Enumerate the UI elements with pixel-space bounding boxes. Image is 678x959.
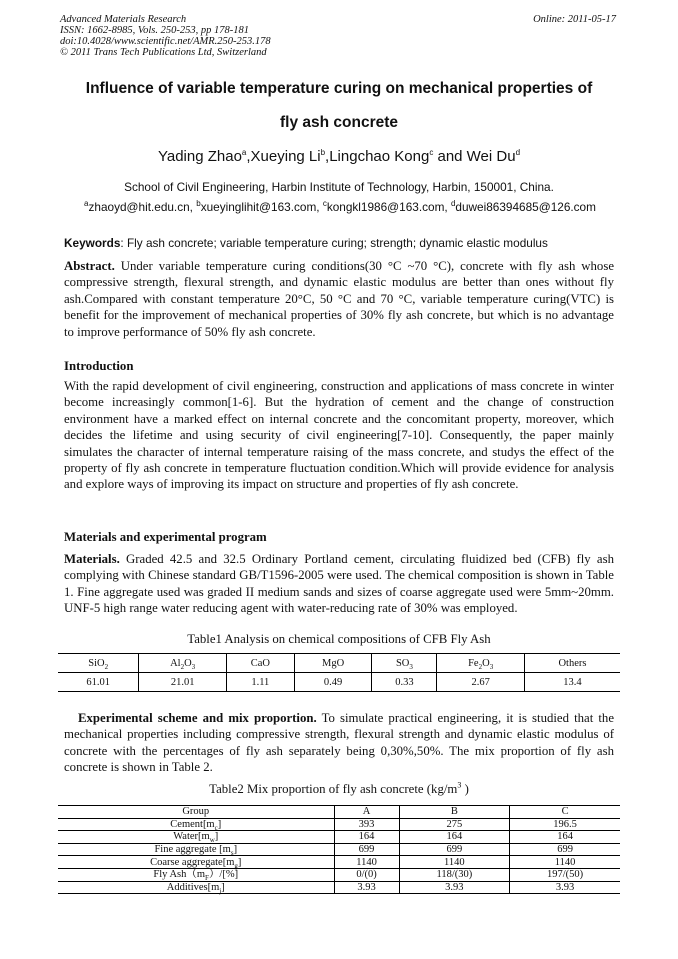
email-address: xueyinglihit@163.com, bbox=[200, 200, 323, 214]
table2 bbox=[58, 805, 620, 894]
online-date: Online: 2011-05-17 bbox=[533, 14, 616, 25]
table2-cell: 1140 bbox=[510, 856, 620, 869]
author-mark: d bbox=[515, 148, 521, 157]
table2-header-cell: A bbox=[334, 806, 399, 819]
doi-line: doi:10.4028/www.scientific.net/AMR.250-253.178 bbox=[60, 36, 271, 47]
table-row bbox=[58, 818, 620, 831]
experimental-label: Experimental scheme and mix proportion. bbox=[78, 711, 317, 725]
journal-name: Advanced Materials Research bbox=[60, 14, 187, 25]
table-row bbox=[58, 868, 620, 881]
table1-header-cell: Others bbox=[524, 654, 620, 673]
author-mark: a bbox=[241, 148, 247, 157]
table2-cell: 0/(0) bbox=[334, 868, 399, 881]
table2-row-label: $Additives[m_j]$ bbox=[58, 881, 334, 894]
table1-cell: 0.33 bbox=[372, 673, 437, 692]
keywords bbox=[64, 236, 624, 250]
abstract bbox=[64, 258, 614, 340]
table1-header-cell: SiO$_2$ bbox=[58, 654, 139, 673]
table-row bbox=[58, 856, 620, 869]
table2-cell: 3.93 bbox=[399, 881, 510, 894]
table-row bbox=[58, 831, 620, 844]
introduction-heading: Introduction bbox=[64, 359, 134, 373]
table2-cell: 164 bbox=[399, 831, 510, 844]
table2-cell: 1140 bbox=[334, 856, 399, 869]
table1-header-cell: $Al_2O_3$ bbox=[139, 654, 226, 673]
table2-cell: 699 bbox=[334, 843, 399, 856]
email-mark: d bbox=[450, 199, 456, 209]
paper-title-line-1: Influence of variable temperature curing on mechanical properties of bbox=[85, 80, 593, 97]
table1-header-cell: $Fe_2O_3$ bbox=[437, 654, 524, 673]
table-row bbox=[58, 881, 620, 894]
table-row bbox=[58, 843, 620, 856]
experimental-text: To simulate practical engineering, it is studied that the mechanical properties including compressive strength, flexural strength and dynamic elastic modulus of concrete with the percentages of fly ash separately being 0,30%,50%. The mix proportion of fly ash concrete is shown in Table 2. bbox=[64, 711, 615, 775]
table2-row-label: $Water[m_w]$ bbox=[58, 831, 334, 844]
materials-paragraph bbox=[64, 551, 614, 617]
materials-text: Graded 42.5 and 32.5 Ordinary Portland cement, circulating fluidized bed (CFB) fly ash complying with Chinese standard GB/T1596-2005 were used. The chemical composition is shown in Table 1. Fine aggregate used was graded II medium sands and sizes of coarse aggregate used were 5mm~20mm. UNF-5 high range water reducing agent with water-reducing rate of 30% was employed. bbox=[64, 552, 614, 616]
abstract-text: Under variable temperature curing conditions(30 °C ~70 °C), concrete with fly ash whose compressive strength, flexural strength, and dynamic elastic modulus are better than ones without fly ash.Compared with constant temperature 20°C, 50 °C and 70 °C, variable temperature curing(VTC) is benefit for the improvement of mechanical properties of 30% fly ash concrete, but which is no advantage to improve performance of 50% fly ash concrete. bbox=[64, 259, 614, 339]
table2-cell: 164 bbox=[510, 831, 620, 844]
author-mark: c bbox=[429, 148, 434, 157]
introduction-text: With the rapid development of civil engineering, construction and applications of mass concrete in winter become increasingly common[1-6]. But the hydration of cement and the change of construction environment have a marked effect on internal concrete and the concomitant property, moreover, which decides the lifetime and using security of civil engineering[7-10]. Consequently, the paper mainly simulates the character of internal temperature raising of the mass concrete, and studys the effect of the property of fly ash concrete in temperature fluctuation condition.Which will provide evidence for analysis and explore ways of improving its impact on structure and properties of fly ash concrete. bbox=[64, 379, 614, 492]
table2-cell: 275 bbox=[399, 818, 510, 831]
issn-line: ISSN: 1662-8985, Vols. 250-253, pp 178-181 bbox=[60, 25, 249, 36]
author-name: ,Xueying Li bbox=[246, 148, 321, 165]
email-mark: c bbox=[322, 199, 327, 209]
table1-cell: 21.01 bbox=[139, 673, 226, 692]
keywords-label: Keywords bbox=[64, 236, 121, 250]
author-list bbox=[40, 148, 638, 165]
table1-cell: 61.01 bbox=[86, 676, 110, 688]
table1-cell: 0.49 bbox=[294, 673, 372, 692]
keywords-text: : Fly ash concrete; variable temperature curing; strength; dynamic elastic modulus bbox=[120, 236, 548, 250]
email-address: duwei86394685@126.com bbox=[455, 200, 596, 214]
table2-cell: 164 bbox=[334, 831, 399, 844]
table1-cell: 13.4 bbox=[524, 673, 620, 692]
table1-header-cell: CaO bbox=[226, 654, 294, 673]
table2-row-label: $Cement[m_c]$ bbox=[58, 818, 334, 831]
email-mark: b bbox=[196, 199, 201, 209]
table2-header-cell: Group bbox=[58, 806, 334, 819]
table1-value-row bbox=[58, 673, 620, 692]
table2-cell: 118/(30) bbox=[399, 868, 510, 881]
table2-cell: 196.5 bbox=[510, 818, 620, 831]
paper-title-line-2: fly ash concrete bbox=[279, 114, 399, 131]
email-address: kongkl1986@163.com, bbox=[326, 200, 451, 214]
table2-cell: 3.93 bbox=[510, 881, 620, 894]
author-name: Yading Zhao bbox=[157, 148, 242, 165]
email-mark: a bbox=[84, 199, 89, 209]
journal-header bbox=[60, 14, 271, 58]
table2-header-row bbox=[58, 806, 620, 819]
table2-cell: 393 bbox=[334, 818, 399, 831]
table1-header-cell: $SO_3$ bbox=[372, 654, 437, 673]
email-list bbox=[60, 200, 620, 214]
table2-cell: 1140 bbox=[399, 856, 510, 869]
affiliation: School of Civil Engineering, Harbin Institute of Technology, Harbin, 150001, China. bbox=[124, 180, 554, 194]
table2-row-label: Fly $Ash(m_F)/[\%]$ bbox=[58, 868, 334, 881]
table1-cell: 1.11 bbox=[226, 673, 294, 692]
author-name: ,Lingchao Kong bbox=[325, 148, 430, 165]
author-name: and Wei Du bbox=[433, 148, 516, 165]
table2-cell: 699 bbox=[510, 843, 620, 856]
copyright-line: © 2011 Trans Tech Publications Ltd, Switzerland bbox=[60, 47, 267, 58]
table2-row-label: Coarse $aggregate[m_g]$ bbox=[58, 856, 334, 869]
table1-header-row bbox=[58, 654, 620, 673]
table2-caption: Table2 Mix proportion of fly ash concrete ($kg/m^3$ ) bbox=[209, 780, 469, 796]
author-mark: b bbox=[320, 148, 326, 157]
experimental-paragraph bbox=[64, 710, 614, 776]
materials-heading: Materials and experimental program bbox=[64, 530, 267, 544]
table2-cell: 197/(50) bbox=[510, 868, 620, 881]
materials-label: Materials. bbox=[64, 552, 120, 566]
email-address: zhaoyd@hit.edu.cn, bbox=[88, 200, 197, 214]
table2-cell: 3.93 bbox=[334, 881, 399, 894]
table2-header-cell: B bbox=[399, 806, 510, 819]
table1-cell: 2.67 bbox=[437, 673, 524, 692]
table2-row-label: Fine aggregate $[m_s]$ bbox=[58, 843, 334, 856]
table1-header-cell: MgO bbox=[294, 654, 372, 673]
abstract-label: Abstract. bbox=[64, 259, 115, 273]
table2-header-cell: C bbox=[510, 806, 620, 819]
table1-caption: Table1 Analysis on chemical compositions of CFB Fly Ash bbox=[187, 632, 491, 646]
table2-cell: 699 bbox=[399, 843, 510, 856]
table1 bbox=[58, 653, 620, 692]
